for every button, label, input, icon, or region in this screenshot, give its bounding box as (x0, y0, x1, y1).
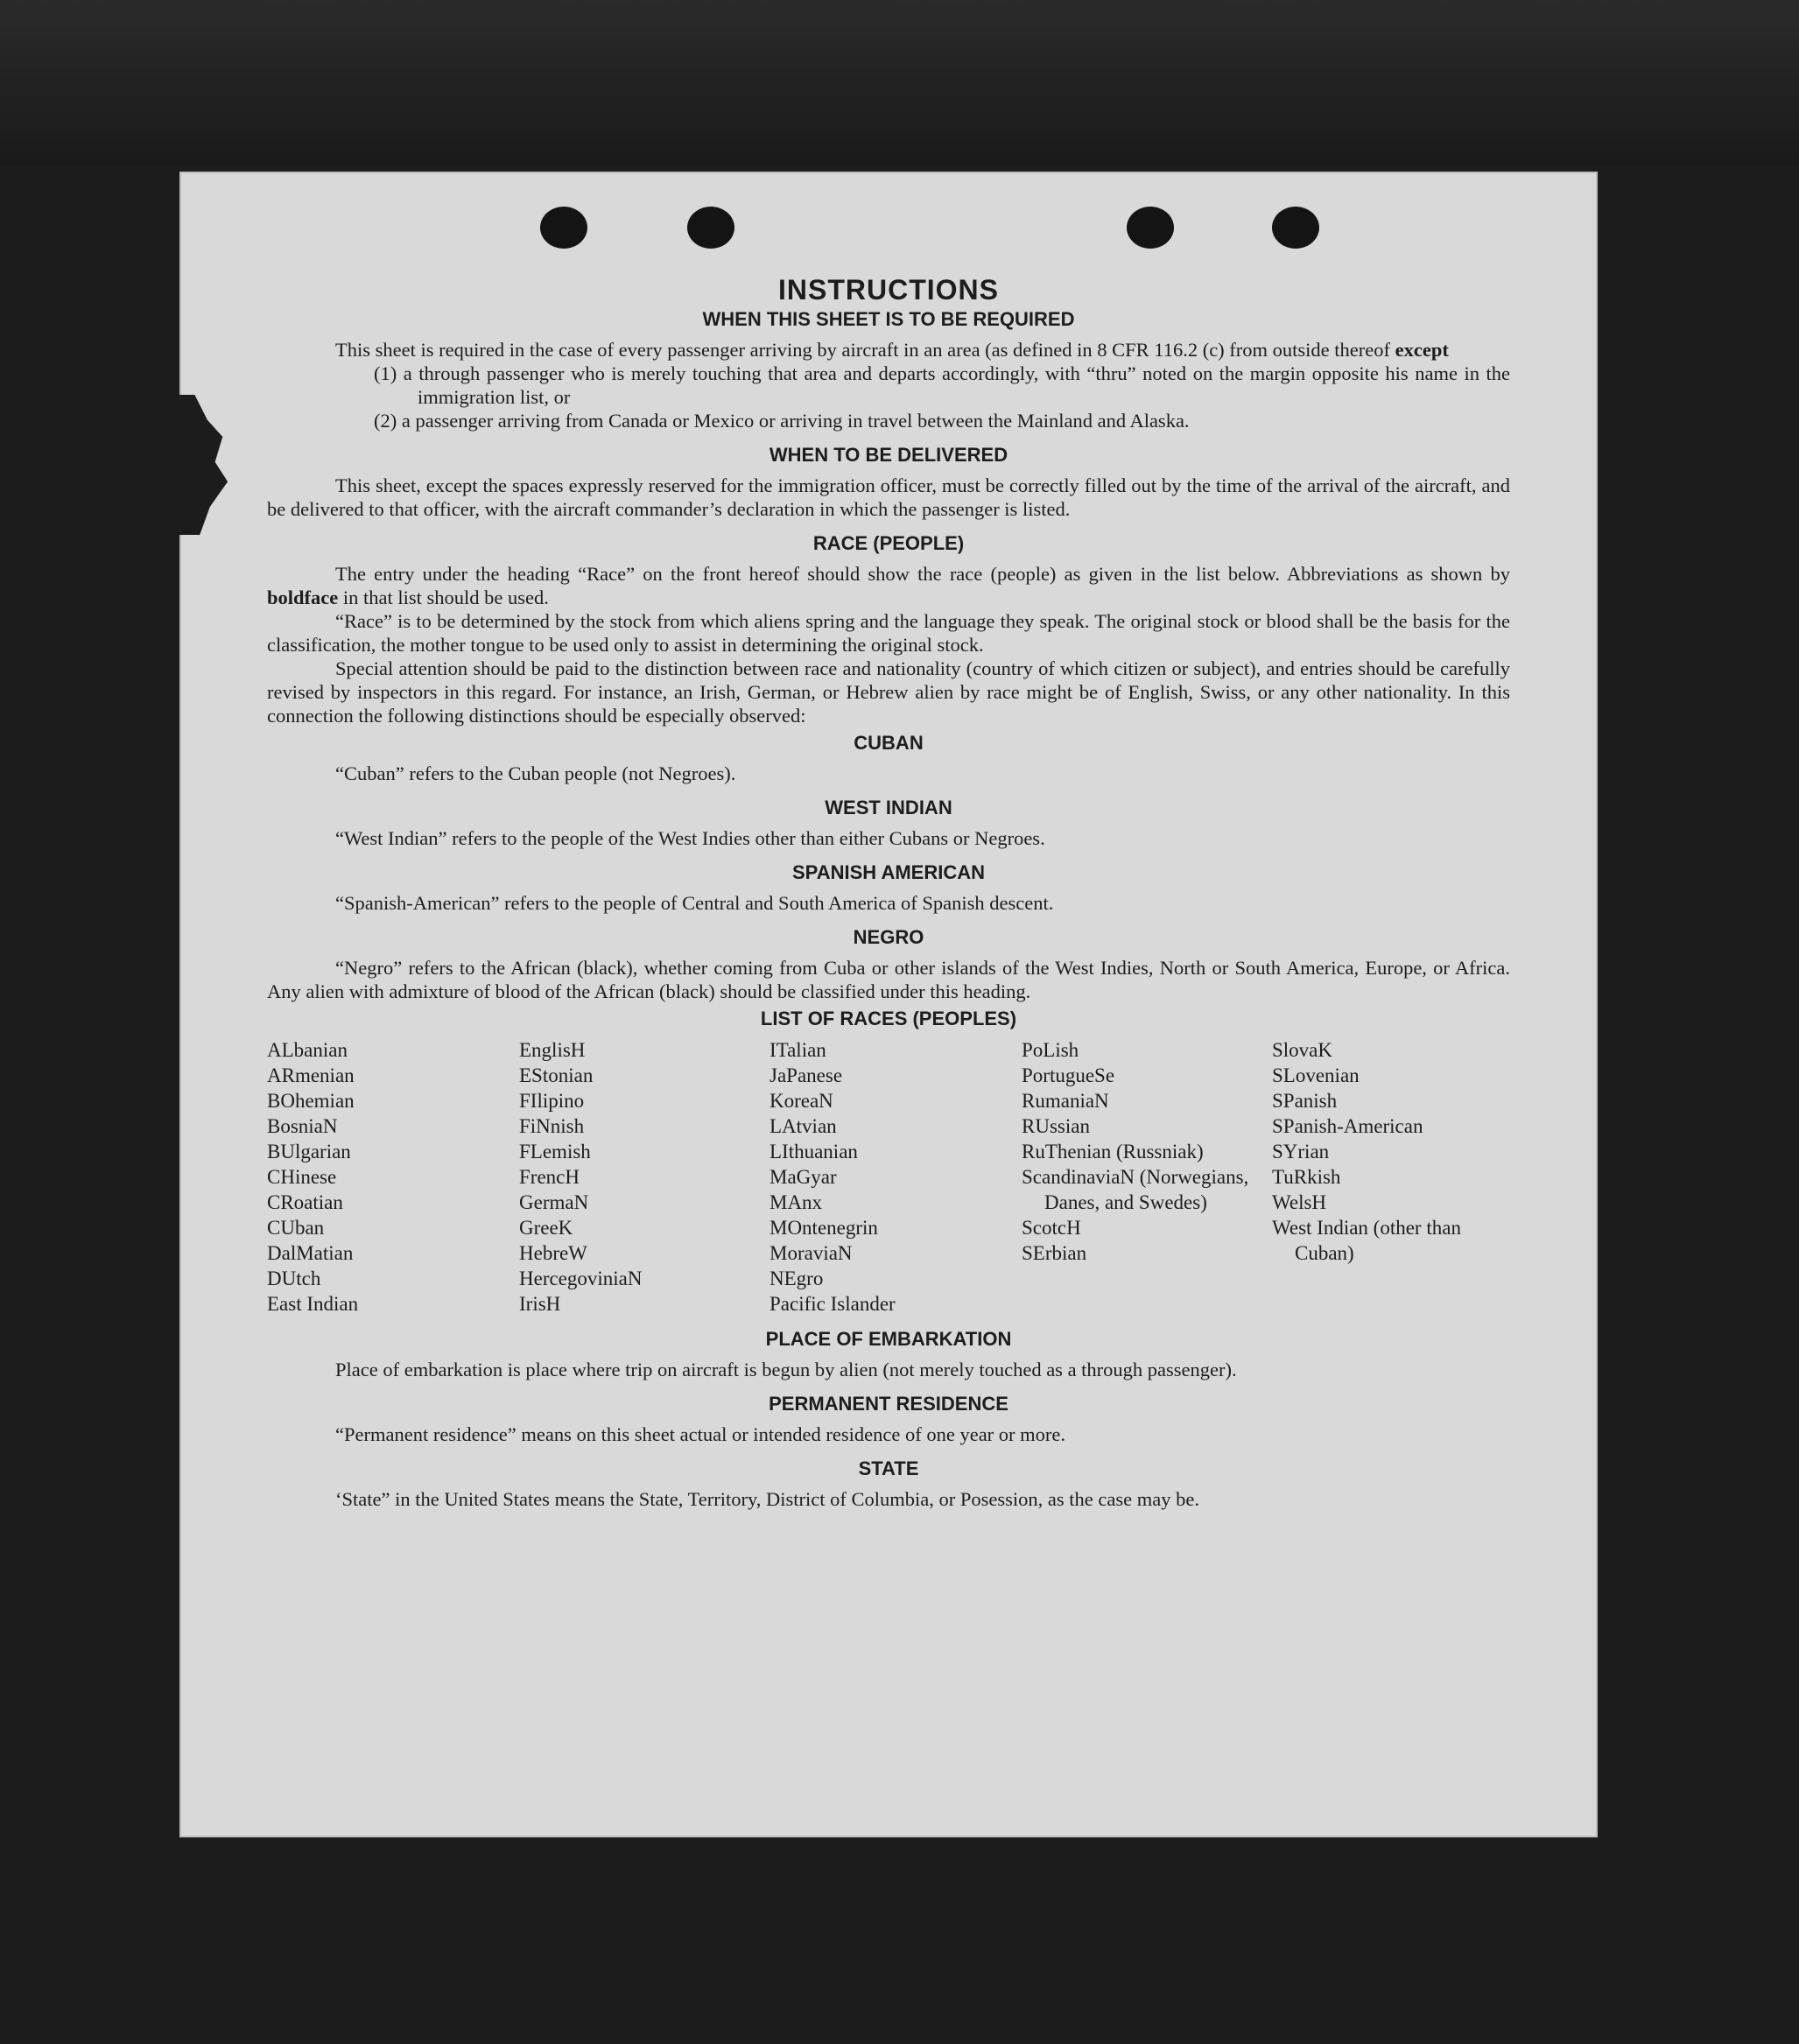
race-item: ARmenian (267, 1064, 355, 1086)
races-column-1 (267, 1037, 519, 1317)
race-item: LAtvian (769, 1115, 837, 1137)
race-item: SPanish-American (1272, 1115, 1423, 1137)
race-item: MOntenegrin (769, 1217, 878, 1239)
heading-required: WHEN THIS SHEET IS TO BE REQUIRED (702, 308, 1075, 330)
race-item: SYrian (1272, 1141, 1330, 1162)
race-item: FLemish (519, 1141, 591, 1162)
heading-delivered: WHEN TO BE DELIVERED (769, 444, 1008, 466)
required-item-2: (2) a passenger arriving from Canada or Mexico or arriving in travel between the Mainland and Alaska. (374, 410, 1190, 432)
document-page (179, 172, 1598, 1837)
punch-hole (687, 207, 734, 249)
race-item: West Indian (other than Cuban) (1272, 1217, 1461, 1264)
race-item: FiNnish (519, 1115, 585, 1137)
race-item: GreeK (519, 1217, 573, 1239)
race-item: ScotcH (1022, 1217, 1081, 1239)
heading-race: RACE (PEOPLE) (812, 532, 965, 554)
race-item: NEgro (769, 1268, 824, 1289)
race-item: SlovaK (1272, 1039, 1332, 1061)
page-title: INSTRUCTIONS (778, 274, 999, 306)
race-item: CUban (267, 1217, 325, 1239)
race-item: PortugueSe (1022, 1064, 1115, 1086)
race-item: CHinese (267, 1166, 337, 1188)
race-p1a: The entry under the heading “Race” on the front hereof should show the race (people) as given in the list below. Abbreviations as shown by (335, 563, 1510, 585)
race-item: MaGyar (769, 1166, 837, 1188)
race-item: FrencH (519, 1166, 580, 1188)
race-item: BOhemian (267, 1090, 355, 1112)
race-item: ScandinaviaN (Norwegians, Danes, and Swedes) (1022, 1166, 1249, 1213)
race-item: SLovenian (1272, 1064, 1360, 1086)
punch-hole (540, 207, 587, 249)
race-item: PoLish (1022, 1039, 1079, 1061)
embarkation-body: Place of embarkation is place where trip on aircraft is begun by alien (not merely touched as a through passenger). (335, 1359, 1237, 1380)
race-item: KoreaN (769, 1090, 833, 1112)
heading-negro: NEGRO (853, 926, 924, 948)
race-item: RumaniaN (1022, 1090, 1109, 1112)
race-item: MAnx (769, 1191, 823, 1213)
race-item: RuThenian (Russniak) (1022, 1141, 1204, 1162)
race-paragraph-3: Special attention should be paid to the distinction between race and nationality (country of which citizen or subject), and entries should be carefully revised by inspectors in this regard. For instance, an Irish, German, or Hebrew alien by race might be of English, Swiss, or any other nationality. In this connection the following distinctions should be especially observed: (267, 657, 1510, 727)
race-p1c: in that list should be used. (342, 587, 549, 608)
required-item-1: (1) a through passenger who is merely touching that area and departs accordingly, with “thru” noted on the margin opposite his name in the immigration list, or (374, 362, 1510, 408)
race-item: HebreW (519, 1242, 587, 1264)
races-column-3 (769, 1037, 1022, 1317)
spanish-american-body: “Spanish-American” refers to the people of Central and South America of Spanish descent. (335, 892, 1054, 914)
race-item: East Indian (267, 1293, 359, 1315)
race-item: CRoatian (267, 1191, 343, 1213)
race-item: TuRkish (1272, 1166, 1341, 1188)
races-column-5 (1272, 1037, 1510, 1317)
race-item: MoraviaN (769, 1242, 853, 1264)
race-item: ITalian (769, 1039, 826, 1061)
race-item: Pacific Islander (769, 1293, 896, 1315)
torn-edge (179, 395, 230, 535)
race-item: DalMatian (267, 1242, 354, 1264)
race-paragraph-2: “Race” is to be determined by the stock from which aliens spring and the language they speak. The original stock or blood shall be the basis for the classification, the mother tongue to be used only to assist in determining the original stock. (267, 610, 1510, 656)
residence-body: “Permanent residence” means on this sheet actual or intended residence of one year or more. (335, 1423, 1066, 1445)
race-item: ALbanian (267, 1039, 348, 1061)
race-item: RUssian (1022, 1115, 1090, 1137)
races-column-2 (519, 1037, 769, 1317)
negro-body: “Negro” refers to the African (black), whether coming from Cuba or other islands of the West Indies, North or South America, Europe, or Africa. Any alien with admixture of blood of the African (black) should be classified under this heading. (267, 957, 1510, 1002)
required-except: except (1395, 339, 1449, 361)
heading-embarkation: PLACE OF EMBARKATION (765, 1328, 1012, 1350)
required-intro-text: This sheet is required in the case of every passenger arriving by aircraft in an area (as defined in 8 CFR 116.2 (c) from outside thereof (335, 339, 1390, 361)
race-item: DUtch (267, 1268, 321, 1289)
race-paragraph-1 (267, 562, 1510, 609)
punch-hole (1127, 207, 1174, 249)
race-item: FIlipino (519, 1090, 585, 1112)
race-item: HercegoviniaN (519, 1268, 643, 1289)
race-p1b: boldface (267, 587, 339, 608)
race-item: JaPanese (769, 1064, 843, 1086)
race-item: SErbian (1022, 1242, 1087, 1264)
race-item: EStonian (519, 1064, 594, 1086)
race-item: WelsH (1272, 1191, 1327, 1213)
race-item: LIthuanian (769, 1141, 858, 1162)
races-column-4 (1022, 1037, 1272, 1317)
delivered-body: This sheet, except the spaces expressly reserved for the immigration officer, must be correctly filled out by the time of the arrival of the aircraft, and be delivered to that officer, with the aircraft commander’s declaration in which the passenger is listed. (267, 474, 1510, 520)
race-item: GermaN (519, 1191, 589, 1213)
race-item: SPanish (1272, 1090, 1338, 1112)
race-item: EnglisH (519, 1039, 586, 1061)
race-item: IrisH (519, 1293, 561, 1315)
heading-cuban: CUBAN (854, 732, 924, 754)
west-indian-body: “West Indian” refers to the people of the West Indies other than either Cubans or Negroes. (335, 827, 1045, 849)
heading-list-of-races: LIST OF RACES (PEOPLES) (760, 1008, 1017, 1029)
film-edge (0, 0, 1799, 166)
race-item: BUlgarian (267, 1141, 351, 1162)
heading-state: STATE (858, 1457, 919, 1479)
heading-west-indian: WEST INDIAN (825, 797, 952, 818)
punch-hole (1272, 207, 1319, 249)
instructions-content (267, 274, 1510, 1511)
heading-spanish-american: SPANISH AMERICAN (791, 861, 985, 883)
state-body: ‘State” in the United States means the State, Territory, District of Columbia, or Posession, as the case may be. (335, 1488, 1199, 1510)
heading-residence: PERMANENT RESIDENCE (769, 1393, 1008, 1415)
races-list (267, 1037, 1510, 1317)
cuban-body: “Cuban” refers to the Cuban people (not Negroes). (335, 762, 736, 784)
required-intro (267, 338, 1510, 362)
race-item: BosniaN (267, 1115, 338, 1137)
